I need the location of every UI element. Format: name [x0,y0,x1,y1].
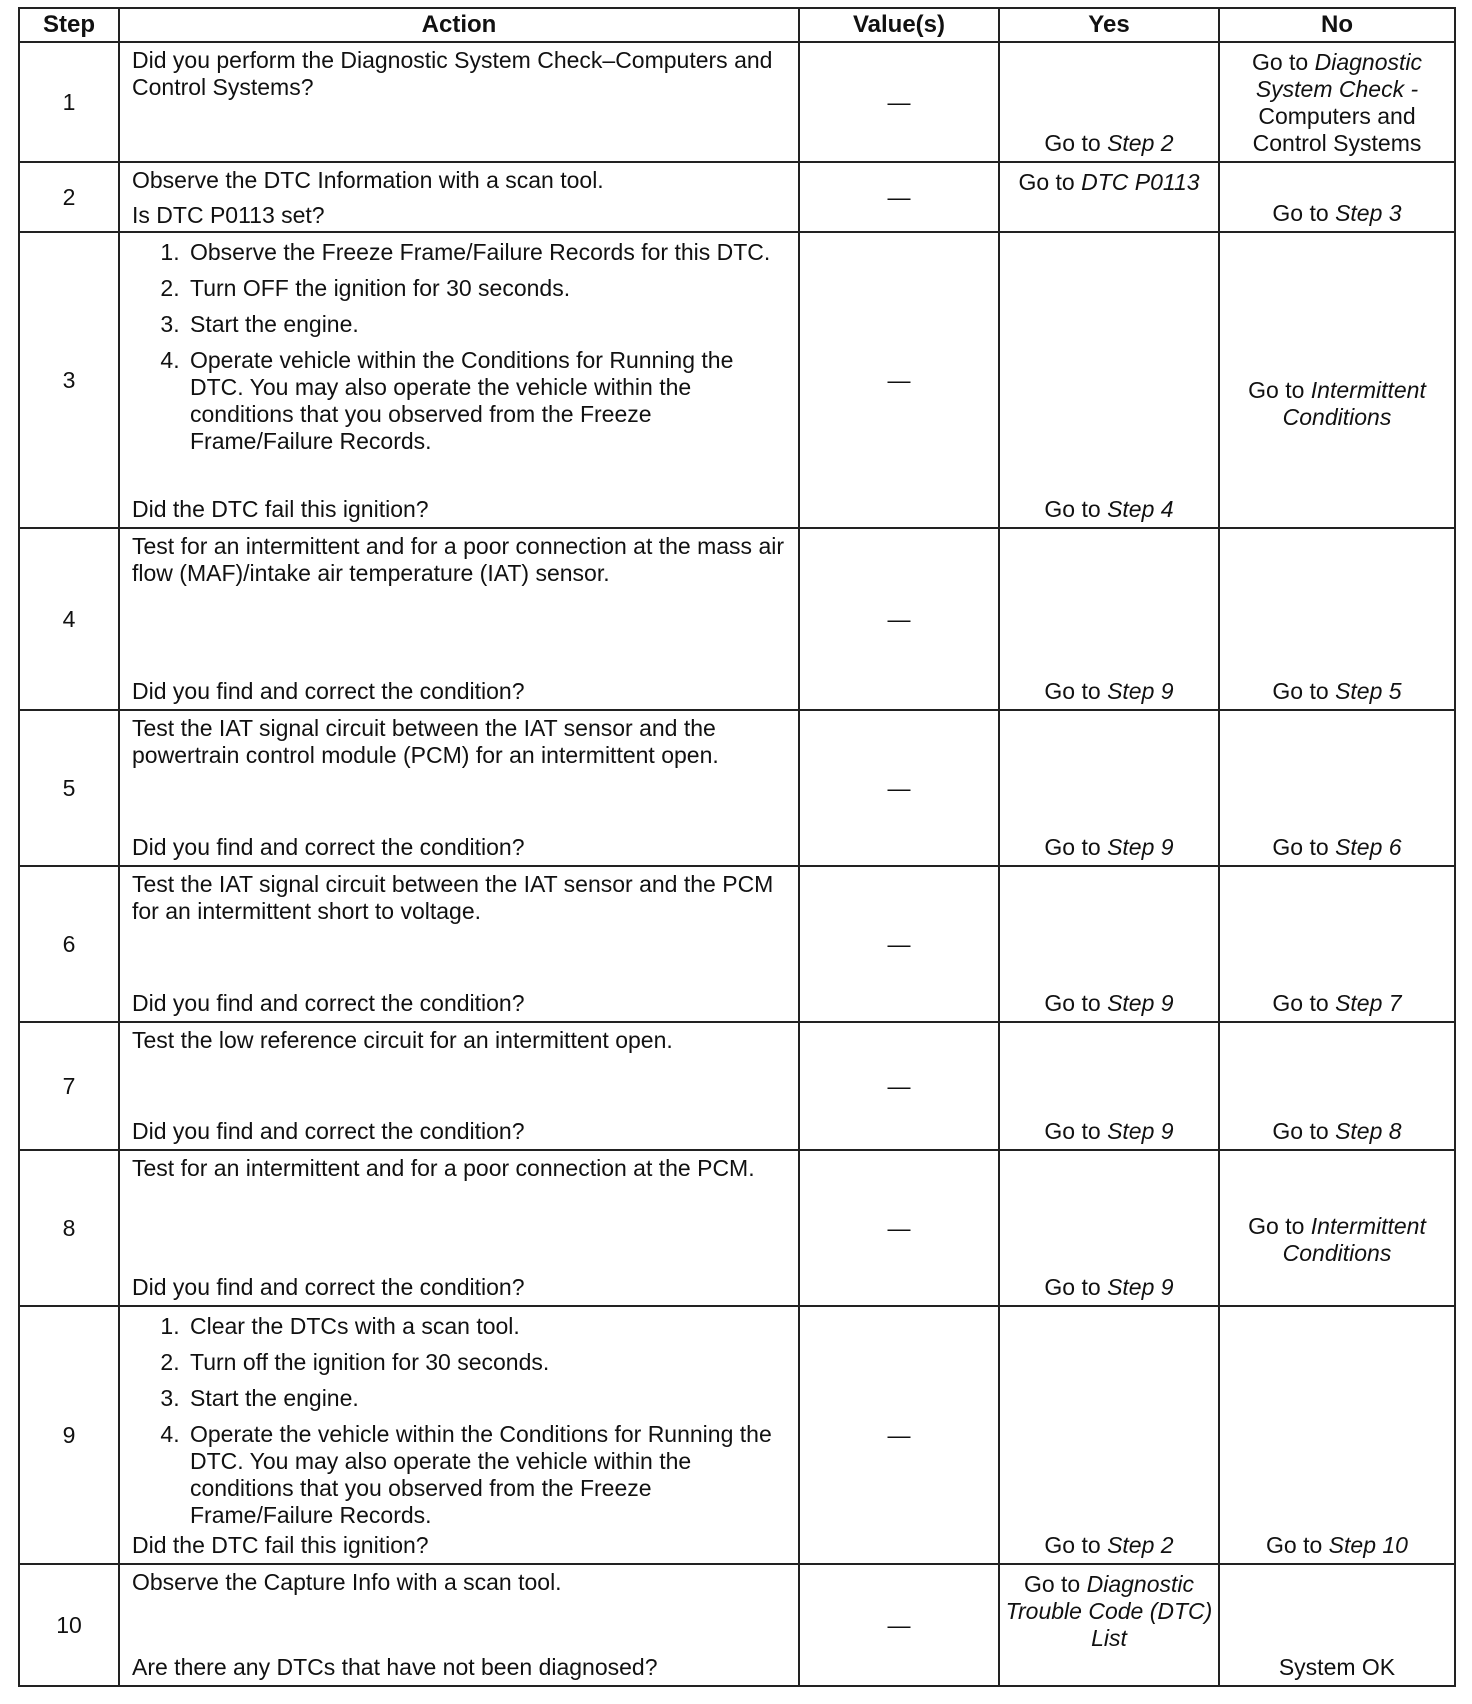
action-cell [119,1564,799,1686]
outcome-link[interactable]: Step 10 [1328,1532,1408,1558]
step-number: 10 [19,1564,119,1686]
no-cell [1219,866,1455,1022]
rows.5.yes [1000,990,1218,1017]
no-cell [1219,232,1455,528]
no-cell-inner [1220,1565,1454,1685]
no-cell [1219,1306,1455,1564]
yes-cell [999,710,1219,866]
value-cell: — [799,1306,999,1564]
value-cell: — [799,866,999,1022]
step-number: 5 [19,710,119,866]
outcome-text: Go to [1044,990,1108,1016]
outcome-link[interactable]: Diagnostic System Check - [1255,49,1423,102]
value-cell: — [799,710,999,866]
action-question: Did the DTC fail this ignition? [132,1532,429,1558]
action-step-item: 2. Turn off the ignition for 30 seconds. [186,1349,792,1376]
table-row [19,1022,1455,1150]
no-cell [1219,162,1455,232]
rows.7.no [1220,1213,1454,1267]
yes-cell-inner [1000,1307,1218,1563]
rows.8.yes [1000,1532,1218,1559]
table-body [19,42,1455,1686]
action-question: Is DTC P0113 set? [132,202,325,228]
action-step-item: 4. Operate the vehicle within the Conditions for Running the DTC. You may also operate the vehicle within the conditions that you observed from the Freeze Frame/Failure Records. [186,1421,792,1529]
outcome-text: Go to [1251,49,1315,75]
yes-cell-inner [1000,529,1218,709]
yes-cell-inner [1000,711,1218,865]
table-row [19,866,1455,1022]
yes-cell [999,162,1219,232]
value-cell: — [799,162,999,232]
header-values: Value(s) [799,8,999,42]
outcome-text: Go to [1248,376,1311,403]
action-cell [119,162,799,232]
rows.2.yes [1000,496,1218,523]
no-cell-inner [1220,1307,1454,1563]
rows.6.yes [1000,1118,1218,1145]
rows.1.no [1220,200,1454,227]
rows.8.no [1220,1532,1454,1559]
yes-cell-inner [1000,43,1218,161]
no-cell-inner [1220,163,1454,231]
rows.0.yes [1000,130,1218,157]
yes-cell [999,42,1219,162]
no-cell-inner [1220,1151,1454,1305]
outcome-text: Go to [1023,1571,1087,1597]
yes-cell-inner [1000,233,1218,527]
action-text: Test the IAT signal circuit between the IAT sensor and the powertrain control module (PCM) for an intermittent open. [132,715,719,768]
action-content [120,43,798,161]
no-cell [1219,528,1455,710]
outcome-text: Go to [1272,834,1336,860]
action-question: Did you find and correct the condition? [132,1274,525,1300]
table-row [19,42,1455,162]
outcome-text: Go to [1272,678,1336,704]
no-cell [1219,1022,1455,1150]
action-question: Did you find and correct the condition? [132,1118,525,1144]
yes-cell-inner [1000,1565,1218,1685]
action-step-item: 1. Observe the Freeze Frame/Failure Records for this DTC. [186,239,792,266]
action-content [120,1307,798,1563]
outcome-link[interactable]: Step 8 [1335,1118,1402,1144]
yes-cell [999,1150,1219,1306]
rows.9.yes [1000,1571,1218,1652]
rows.1.yes [1000,169,1218,196]
diagnostic-table [18,7,1456,1687]
table-header-row [19,8,1455,42]
table-row [19,710,1455,866]
value-cell: — [799,1150,999,1306]
no-cell [1219,1150,1455,1306]
rows.6.no [1220,1118,1454,1145]
action-steps-list [132,1313,792,1529]
action-text: Test the low reference circuit for an intermittent open. [132,1027,673,1053]
rows.0.no [1220,49,1454,157]
action-text: Observe the DTC Information with a scan tool. [132,167,604,193]
outcome-text: Go to [1248,1213,1311,1240]
step-number: 9 [19,1306,119,1564]
value-cell: — [799,1022,999,1150]
action-text: Test the IAT signal circuit between the IAT sensor and the PCM for an intermittent short to voltage. [132,871,774,924]
action-text: Observe the Capture Info with a scan tool. [132,1569,562,1595]
table-row [19,528,1455,710]
action-question: Did you find and correct the condition? [132,834,525,860]
table-row [19,162,1455,232]
rows.2.no [1220,377,1454,431]
yes-cell [999,1022,1219,1150]
action-question: Are there any DTCs that have not been diagnosed? [132,1654,658,1680]
outcome-text: Go to [1044,1532,1108,1558]
outcome-link[interactable]: Step 7 [1335,990,1402,1016]
outcome-text: Go to [1044,834,1108,860]
outcome-text-cont: Computers and Control Systems [1252,103,1422,156]
rows.7.yes [1000,1274,1218,1301]
rows.5.no [1220,990,1454,1017]
header-step: Step [19,8,119,42]
action-step-item: 1. Clear the DTCs with a scan tool. [186,1313,792,1340]
outcome-text: System OK [1278,1654,1396,1680]
action-content [120,163,798,231]
outcome-text: Go to [1044,1274,1108,1300]
action-question: Did you find and correct the condition? [132,678,525,704]
yes-cell [999,1306,1219,1564]
outcome-text: Go to [1272,990,1336,1016]
step-number: 7 [19,1022,119,1150]
step-number: 1 [19,42,119,162]
outcome-link[interactable]: Step 9 [1107,678,1174,704]
action-content [120,1023,798,1149]
outcome-link[interactable]: Step 6 [1335,834,1402,860]
action-cell [119,866,799,1022]
rows.4.no [1220,834,1454,861]
rows.3.no [1220,678,1454,705]
rows.9.no [1220,1654,1454,1681]
no-cell-inner [1220,233,1454,527]
header-action: Action [119,8,799,42]
no-cell [1219,1564,1455,1686]
action-content [120,711,798,865]
step-number: 2 [19,162,119,232]
yes-cell [999,1564,1219,1686]
outcome-link[interactable]: DTC P0113 [1081,169,1200,195]
action-text: Did you perform the Diagnostic System Check–Computers and Control Systems? [132,47,773,100]
outcome-text: Go to [1044,496,1108,522]
header-yes: Yes [999,8,1219,42]
outcome-text: Go to [1018,169,1082,195]
action-text: Test for an intermittent and for a poor connection at the mass air flow (MAF)/intake air temperature (IAT) sensor. [132,533,785,586]
action-cell [119,528,799,710]
action-step-item: 4. Operate vehicle within the Conditions for Running the DTC. You may also operate the vehicle within the conditions that you observed from the Freeze Frame/Failure Records. [186,347,792,455]
action-cell [119,710,799,866]
outcome-link[interactable]: Step 3 [1335,200,1402,226]
action-text: Test for an intermittent and for a poor connection at the PCM. [132,1155,755,1181]
step-number: 8 [19,1150,119,1306]
action-content [120,1565,798,1685]
no-cell-inner [1220,867,1454,1021]
value-cell: — [799,1564,999,1686]
yes-cell [999,528,1219,710]
step-number: 4 [19,528,119,710]
yes-cell-inner [1000,867,1218,1021]
outcome-link[interactable]: Step 5 [1335,678,1402,704]
no-cell-inner [1220,711,1454,865]
step-number: 3 [19,232,119,528]
action-question: Did you find and correct the condition? [132,990,525,1016]
action-cell [119,1022,799,1150]
action-cell [119,1306,799,1564]
outcome-link[interactable]: Step 2 [1107,1532,1174,1558]
no-cell [1219,42,1455,162]
outcome-link[interactable]: Step 2 [1107,130,1174,156]
rows.4.yes [1000,834,1218,861]
outcome-link[interactable]: Step 9 [1107,1118,1174,1144]
action-content [120,867,798,1021]
outcome-link[interactable]: Step 9 [1107,834,1174,860]
header-no: No [1219,8,1455,42]
outcome-link[interactable]: Diagnostic Trouble Code (DTC) List [1005,1571,1213,1651]
action-cell [119,1150,799,1306]
table-row [19,232,1455,528]
outcome-text: Go to [1044,1118,1108,1144]
no-cell-inner [1220,43,1454,161]
action-cell [119,42,799,162]
no-cell-inner [1220,1023,1454,1149]
value-cell: — [799,528,999,710]
value-cell: — [799,232,999,528]
outcome-link[interactable]: Intermittent Conditions [1282,376,1426,430]
action-question: Did the DTC fail this ignition? [132,496,429,522]
action-cell [119,232,799,528]
outcome-text: Go to [1272,200,1336,226]
action-step-item: 3. Start the engine. [186,311,792,338]
value-cell: — [799,42,999,162]
outcome-link[interactable]: Step 9 [1107,990,1174,1016]
no-cell [1219,710,1455,866]
action-steps-list [132,239,792,455]
outcome-text: Go to [1044,130,1108,156]
action-content [120,1151,798,1305]
action-step-item: 3. Start the engine. [186,1385,792,1412]
table-row [19,1564,1455,1686]
outcome-link[interactable]: Intermittent Conditions [1282,1213,1426,1267]
action-content [120,233,798,527]
yes-cell-inner [1000,1023,1218,1149]
outcome-text: Go to [1044,678,1108,704]
outcome-text: Go to [1266,1532,1329,1558]
outcome-text: Go to [1272,1118,1336,1144]
table-row [19,1150,1455,1306]
yes-cell [999,866,1219,1022]
rows.3.yes [1000,678,1218,705]
yes-cell-inner [1000,163,1218,231]
outcome-link[interactable]: Step 9 [1107,1274,1174,1300]
table-row [19,1306,1455,1564]
action-step-item: 2. Turn OFF the ignition for 30 seconds. [186,275,792,302]
step-number: 6 [19,866,119,1022]
action-content [120,529,798,709]
no-cell-inner [1220,529,1454,709]
yes-cell-inner [1000,1151,1218,1305]
yes-cell [999,232,1219,528]
outcome-link[interactable]: Step 4 [1107,496,1174,522]
